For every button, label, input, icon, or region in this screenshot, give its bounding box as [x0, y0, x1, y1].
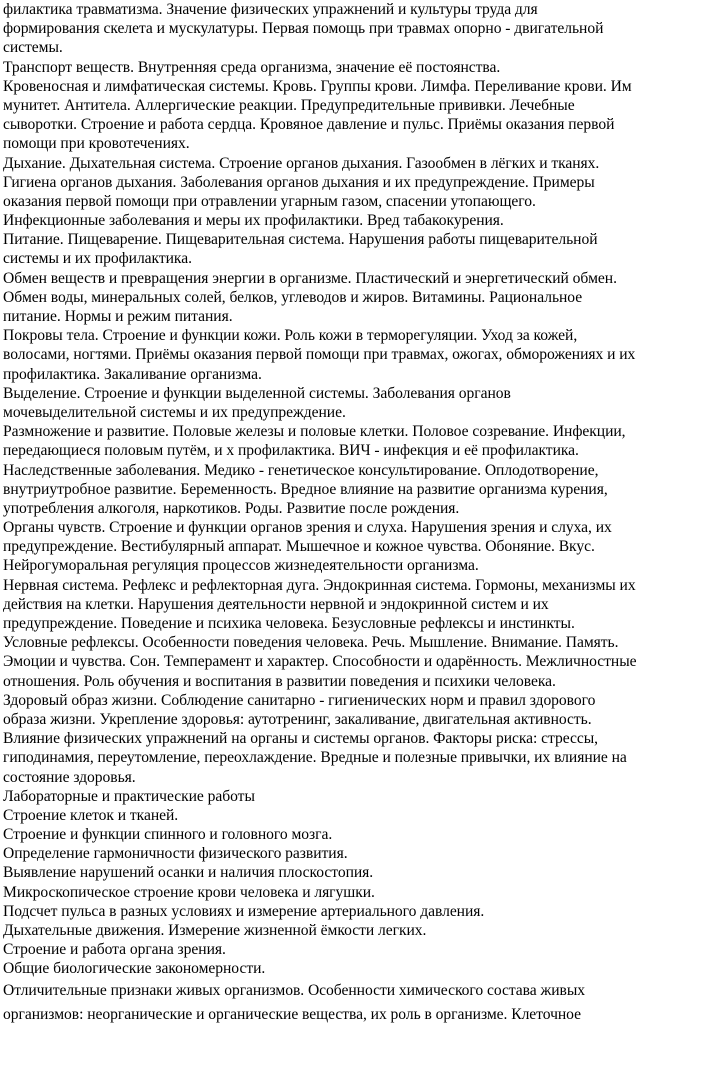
text-line: Влияние физических упражнений на органы и системы органов. Факторы риска: стрессы,: [3, 730, 599, 748]
text-line: питание. Нормы и режим питания.: [3, 308, 233, 325]
text-line: Наследственные заболевания. Медико - генетическое консультирование. Оплодотворение,: [3, 461, 599, 479]
text-line: оказания первой помощи при отравлении угарным газом, спасении утопающего.: [3, 192, 536, 210]
lab-work-item: Выявление нарушений осанки и наличия плоскостопия.: [3, 864, 374, 882]
text-line: предупреждение. Вестибулярный аппарат. Мышечное и кожное чувства. Обоняние. Вкус.: [3, 538, 595, 556]
text-line: Выделение. Строение и функции выделенной системы. Заболевания органов: [3, 384, 511, 402]
text-line: отношения. Роль обучения и воспитания в развитии поведения и психики человека.: [3, 672, 556, 690]
text-line: системы и их профилактика.: [3, 250, 192, 268]
text-line: внутриутробное развитие. Беременность. Вредное влияние на развитие организма курения,: [3, 480, 608, 498]
text-line: Нейрогуморальная регуляция процессов жизнедеятельности организма.: [3, 557, 479, 575]
text-line: сыворотки. Строение и работа сердца. Кровяное давление и пульс. Приёмы оказания первой: [3, 116, 615, 134]
text-line: Обмен воды, минеральных солей, белков, углеводов и жиров. Витамины. Рациональное: [3, 288, 583, 306]
section-heading: Общие биологические закономерности.: [3, 960, 266, 978]
text-line: употребления алкоголя, наркотиков. Роды. Развитие после рождения.: [3, 499, 460, 517]
text-line: Дыхание. Дыхательная система. Строение органов дыхания. Газообмен в лёгких и тканях.: [3, 154, 600, 172]
lab-work-item: Подсчет пульса в разных условиях и измерение артериального давления.: [3, 902, 485, 920]
text-line: Размножение и развитие. Половые железы и половые клетки. Половое созревание. Инфекции,: [3, 423, 626, 441]
text-line: Условные рефлексы. Особенности поведения человека. Речь. Мышление. Внимание. Память.: [3, 634, 619, 652]
text-line: профилактика. Закаливание организма.: [3, 365, 262, 383]
text-line: Здоровый образ жизни. Соблюдение санитарно - гигиенических норм и правил здорового: [3, 691, 596, 709]
text-line: Отличительные признаки живых организмов. Особенности химического состава живых: [3, 981, 586, 999]
text-line: передающиеся половым путём, и х профилактика. ВИЧ - инфекция и её профилактика.: [3, 442, 579, 460]
text-line: Эмоции и чувства. Сон. Темперамент и характер. Способности и одарённость. Межличностные: [3, 653, 637, 671]
text-line: состояние здоровья.: [3, 768, 136, 786]
text-line: филактика травматизма. Значение физических упражнений и культуры труда для: [3, 1, 538, 18]
text-line: действия на клетки. Нарушения деятельности нервной и эндокринной систем и их: [3, 595, 549, 613]
text-line: Гигиена органов дыхания. Заболевания органов дыхания и их предупреждение. Примеры: [3, 173, 595, 191]
text-line: предупреждение. Поведение и психика человека. Безусловные рефлексы и инстинкты.: [3, 615, 575, 632]
text-line: Нервная система. Рефлекс и рефлекторная дуга. Эндокринная система. Гормоны, механизмы их: [3, 576, 636, 594]
lab-work-item: Строение и функции спинного и головного мозга.: [3, 826, 333, 844]
text-line: организмов: неорганические и органические вещества, их роль в организме. Клеточное: [3, 1005, 581, 1023]
lab-work-item: Определение гармоничности физического развития.: [3, 845, 348, 863]
text-line: мочевыделительной системы и их предупреждение.: [3, 403, 346, 421]
text-line: Инфекционные заболевания и меры их профилактики. Вред табакокурения.: [3, 212, 504, 230]
lab-work-item: Микроскопическое строение крови человека и лягушки.: [3, 883, 375, 901]
text-line: мунитет. Антитела. Аллергические реакции. Предупредительные прививки. Лечебные: [3, 96, 575, 114]
text-line: образа жизни. Укрепление здоровья: аутотренинг, закаливание, двигательная активность.: [3, 710, 592, 728]
text-line: помощи при кровотечениях.: [3, 135, 190, 153]
text-line: Транспорт веществ. Внутренняя среда организма, значение её постоянства.: [3, 58, 501, 76]
section-heading: Лабораторные и практические работы: [3, 787, 255, 805]
document-body: [3, 0, 700, 979]
text-line: Питание. Пищеварение. Пищеварительная система. Нарушения работы пищеварительной: [3, 231, 598, 249]
text-line: Покровы тела. Строение и функции кожи. Роль кожи в терморегуляции. Уход за кожей,: [3, 327, 578, 345]
text-line: Органы чувств. Строение и функции органов зрения и слуха. Нарушения зрения и слуха, их: [3, 519, 612, 537]
final-paragraph: [3, 979, 700, 1027]
text-line: гиподинамия, переутомление, переохлаждение. Вредные и полезные привычки, их влияние на: [3, 749, 627, 767]
lab-work-item: Дыхательные движения. Измерение жизненной ёмкости легких.: [3, 922, 427, 939]
lab-work-item: Строение и работа органа зрения.: [3, 941, 226, 959]
text-line: системы.: [3, 39, 63, 57]
text-line: Кровеносная и лимфатическая системы. Кровь. Группы крови. Лимфа. Переливание крови. Им: [3, 77, 632, 95]
text-line: Обмен веществ и превращения энергии в организме. Пластический и энергетический обмен.: [3, 269, 617, 287]
lab-work-item: Строение клеток и тканей.: [3, 806, 179, 824]
text-line: волосами, ногтями. Приёмы оказания первой помощи при травмах, ожогах, обморожениях и их: [3, 346, 636, 364]
text-line: формирования скелета и мускулатуры. Первая помощь при травмах опорно - двигательной: [3, 20, 604, 38]
